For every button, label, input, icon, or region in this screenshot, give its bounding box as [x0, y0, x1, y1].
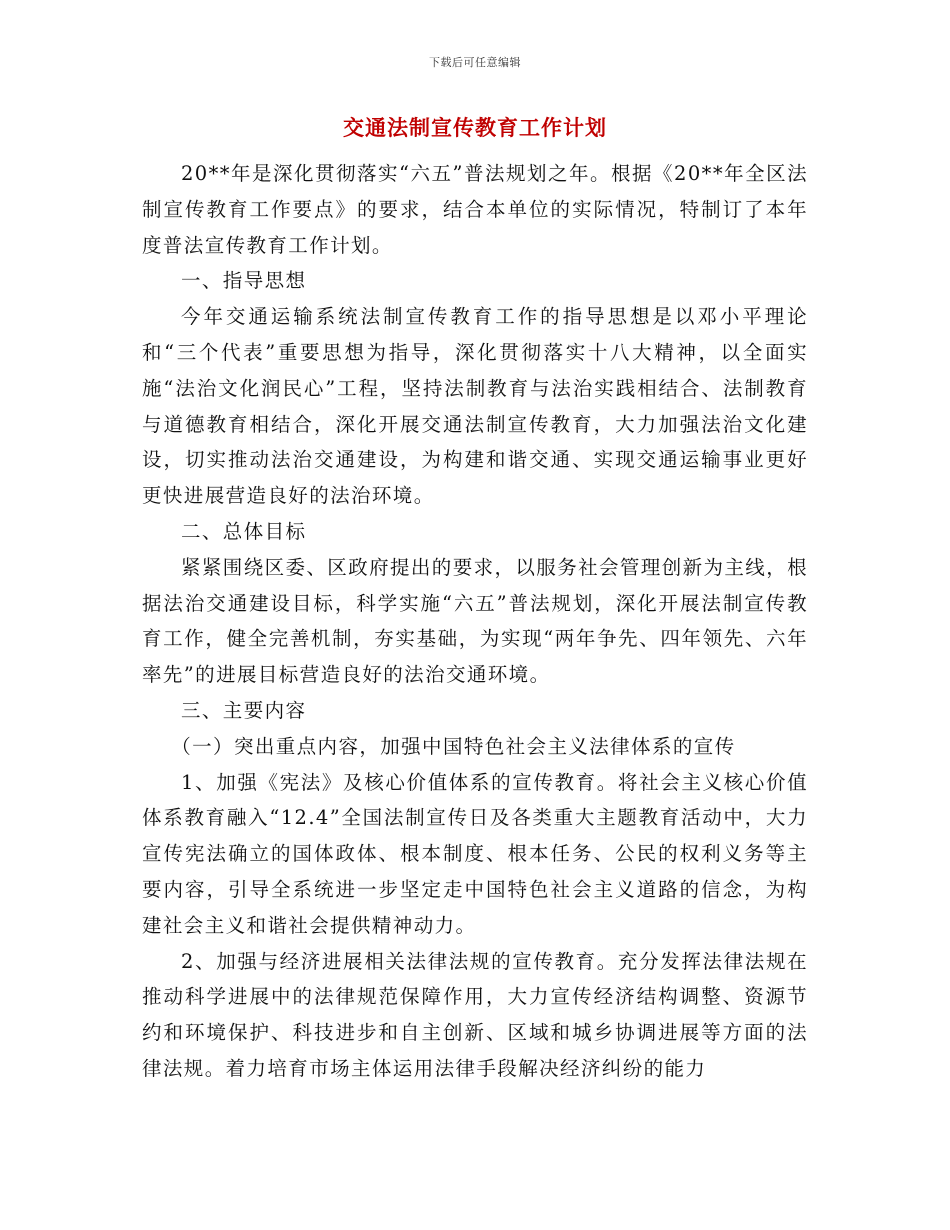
section-heading-overall-goal: 二、总体目标 [181, 519, 307, 543]
document-title: 交通法制宣传教育工作计划 [343, 115, 607, 140]
header-note: 下载后可任意编辑 [429, 56, 521, 69]
document-body [142, 156, 808, 1087]
section-heading-guiding-ideology: 一、指导思想 [181, 269, 307, 293]
item-1-paragraph: 1、加强《宪法》及核心价值体系的宣传教育。将社会主义核心价值体系教育融入“12.4”全国法制宣传日及各类重大主题教育活动中，大力宣传宪法确立的国体政体、根本制度、根本任务、公民的权利义务等主要内容，引导全系统进一步坚定走中国特色社会主义道路的信念，为构建社会主义和谐社会提供精神动力。 [142, 770, 808, 937]
intro-paragraph: 20**年是深化贯彻落实“六五”普法规划之年。根据《20**年全区法制宣传教育工作要点》的要求，结合本单位的实际情况，特制订了本年度普法宣传教育工作计划。 [142, 162, 808, 257]
overall-goal-paragraph: 紧紧围绕区委、区政府提出的要求，以服务社会管理创新为主线，根据法治交通建设目标，科学实施“六五”普法规划，深化开展法制宣传教育工作，健全完善机制，夯实基础，为实现“两年争先、四年领先、六年率先”的进展目标营造良好的法治交通环境。 [142, 555, 809, 687]
section-heading-main-content: 三、主要内容 [181, 698, 307, 722]
guiding-ideology-paragraph: 今年交通运输系统法制宣传教育工作的指导思想是以邓小平理论和“三个代表”重要思想为指导，深化贯彻落实十八大精神，以全面实施“法治文化润民心”工程，坚持法制教育与法治实践相结合、法制教育与道德教育相结合，深化开展交通法制宣传教育，大力加强法治文化建设，切实推动法治交通建设，为构建和谐交通、实现交通运输事业更好更快进展营造良好的法治环境。 [142, 305, 808, 508]
item-2-paragraph: 2、加强与经济进展相关法律法规的宣传教育。充分发挥法律法规在推动科学进展中的法律规范保障作用，大力宣传经济结构调整、资源节约和环境保护、科技进步和自主创新、区域和城乡协调进展等方面的法律法规。着力培育市场主体运用法律手段解决经济纠纷的能力 [142, 949, 808, 1080]
subsection-heading-1: （一）突出重点内容，加强中国特色社会主义法律体系的宣传 [171, 734, 736, 758]
